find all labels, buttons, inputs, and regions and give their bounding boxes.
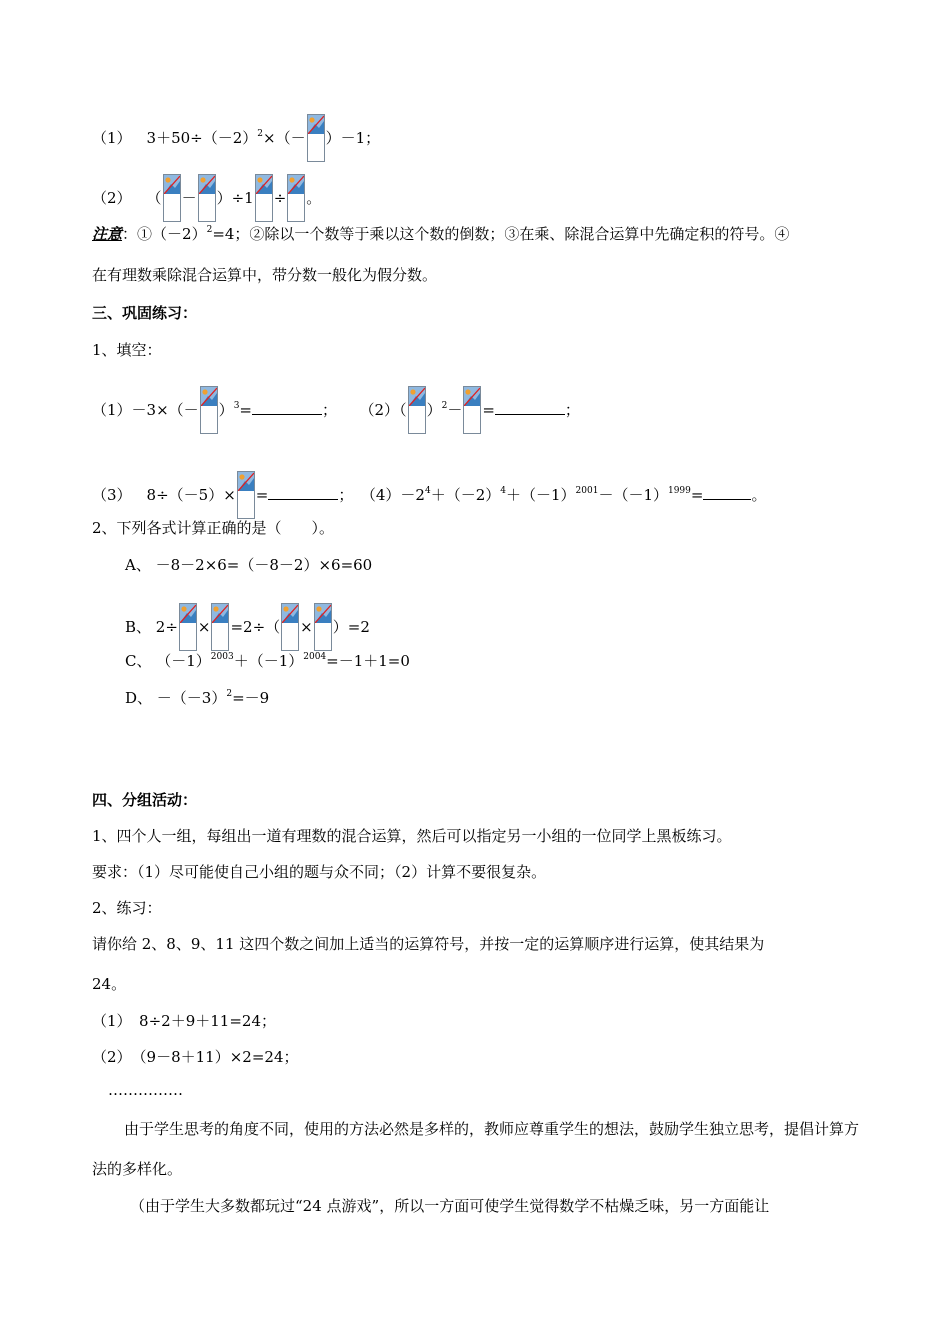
requirements: 要求：（1）尽可能使自己小组的题与众不同；（2）计算不要很复杂。 — [92, 863, 547, 881]
practice-heading: 2、练习： — [92, 899, 162, 917]
note-line-1: 注意：$①(-2)^2=4$；②除以一个数等于乘以这个数的倒数；③在乘、除混合运算中先确定积的符号。④ — [92, 225, 790, 243]
broken-image-icon — [211, 603, 229, 651]
option-b: B、 2÷ × =2÷（ × ）=2 — [125, 603, 370, 651]
broken-image-icon — [463, 386, 481, 434]
answer-blank[interactable] — [495, 401, 565, 415]
broken-image-icon — [281, 603, 299, 651]
broken-image-icon — [287, 174, 305, 222]
answer-blank[interactable] — [268, 486, 338, 500]
broken-image-icon — [163, 174, 181, 222]
broken-image-icon — [200, 386, 218, 434]
broken-image-icon — [255, 174, 273, 222]
activity-1: 1、四个人一组，每组出一道有理数的混合运算，然后可以指定另一小组的一位同学上黑板练习。 — [92, 827, 732, 845]
section-4-title: 四、分组活动： — [92, 791, 198, 809]
answer-blank[interactable] — [703, 486, 751, 500]
broken-image-icon — [408, 386, 426, 434]
example-q2: （2） （ － ）÷1 ÷ 。 — [92, 174, 321, 222]
broken-image-icon — [314, 603, 332, 651]
teacher-note-paragraph: 由于学生思考的角度不同，使用的方法必然是多样的，教师应尊重学生的想法，鼓励学生独立思考，提倡计算方法的多样化。 — [92, 1120, 860, 1178]
solution-1: （1） 8÷2＋9＋11=24； — [92, 1012, 276, 1030]
practice-text-cont: 24。 — [92, 975, 127, 993]
broken-image-icon — [198, 174, 216, 222]
option-c: C、 $(-1)^{2003}+(-1)^{2004}=-1+1=0$ — [125, 652, 410, 670]
ellipsis: …………… — [108, 1081, 183, 1099]
note-line-2: 在有理数乘除混合运算中，带分数一般化为假分数。 — [92, 266, 438, 284]
solution-2: （2） （9－8＋11）×2=24； — [92, 1048, 299, 1066]
answer-blank[interactable] — [252, 401, 322, 415]
option-a: A、 －8－2×6=（－8－2）×6=60 — [125, 556, 373, 574]
option-d: D、 $-(-3)^2=-9$ — [125, 689, 270, 707]
fill-in-heading: 1、填空： — [92, 341, 162, 359]
practice-text: 请你给 2、8、9、11 这四个数之间加上适当的运算符号，并按一定的运算顺序进行运算，使其结果为 — [92, 935, 765, 953]
section-3-title: 三、巩固练习： — [92, 304, 198, 322]
choice-question: 2、下列各式计算正确的是（ ）。 — [92, 519, 335, 537]
game-note: （由于学生大多数都玩过“24 点游戏”，所以一方面可使学生觉得数学不枯燥乏味，另一方面能让 — [130, 1197, 770, 1215]
broken-image-icon — [307, 114, 325, 162]
broken-image-icon — [179, 603, 197, 651]
fill-row-1: （1）－3×（－ ）$^3$= ； （2）（ ）$^2$－ = ； — [92, 386, 580, 434]
broken-image-icon — [237, 471, 255, 519]
example-q1: （1） $3+50\div(-2)^2\times(-$ ）－1； — [92, 114, 380, 162]
fill-row-2: （3） 8÷（－5）× = ； $(4)-2^4+(-2)^4+(-1)^{2001}-(-1)^{1999}=$ 。 — [92, 471, 766, 519]
